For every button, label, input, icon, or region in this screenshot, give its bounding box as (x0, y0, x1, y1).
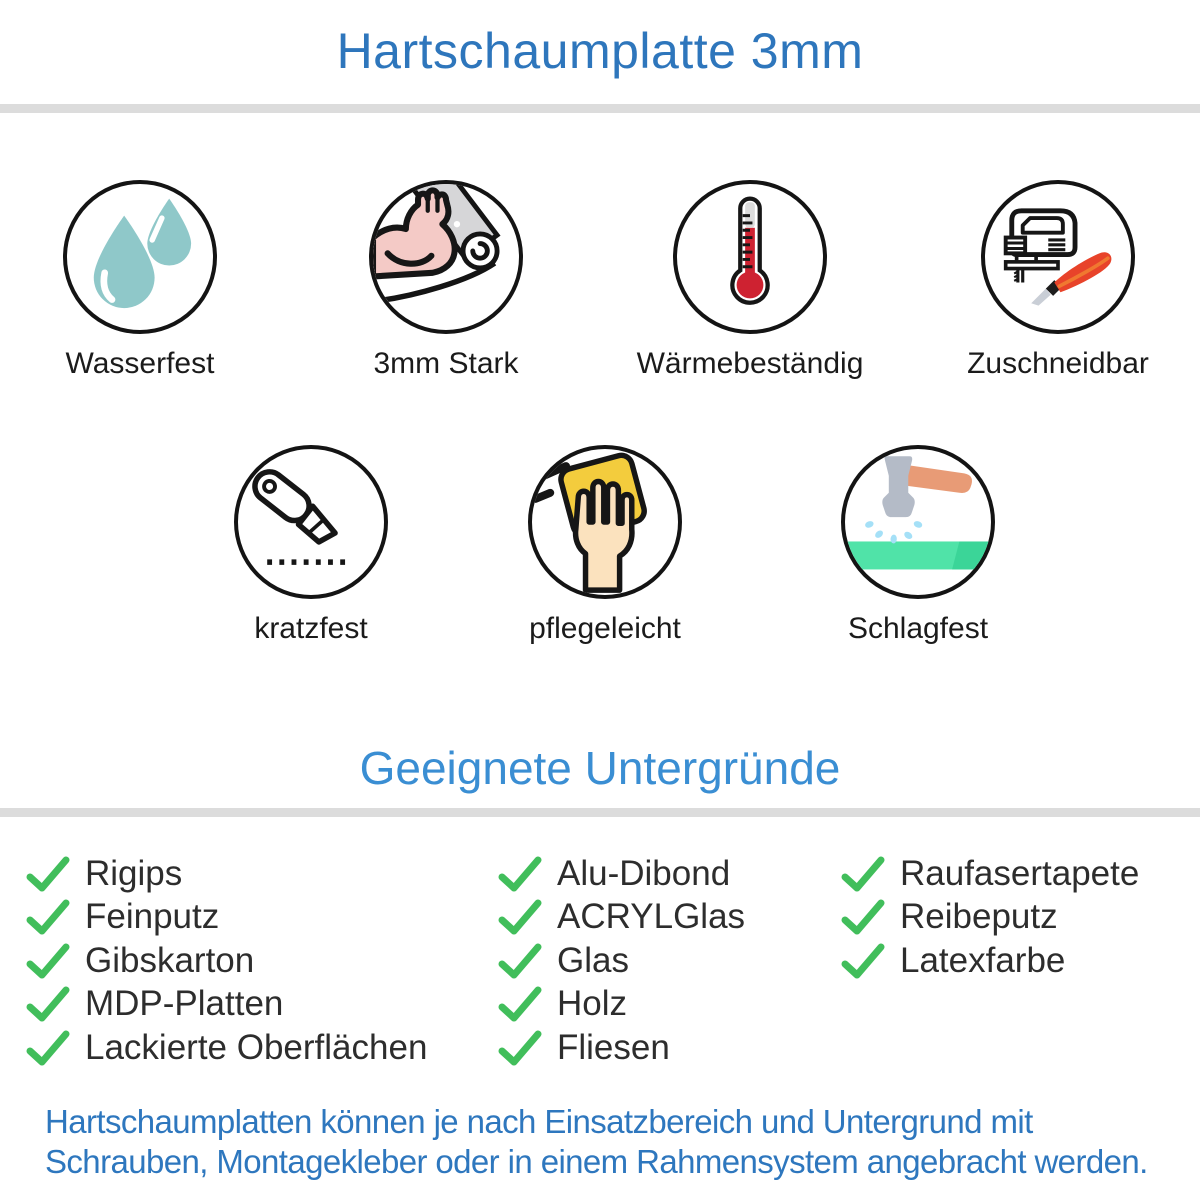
feature-circle (369, 180, 523, 334)
section-title-untergruende: Geeignete Untergründe (359, 742, 841, 794)
substrate-column-3 (840, 852, 1139, 983)
substrate-label: Rigips (85, 853, 183, 893)
list-item (840, 896, 1139, 940)
substrate-label: Glas (557, 940, 629, 980)
feature-circle (981, 180, 1135, 334)
feature-label: 3mm Stark (373, 347, 519, 380)
check-icon (25, 899, 71, 935)
feature-circle (528, 445, 682, 599)
substrate-label: Latexfarbe (900, 940, 1066, 980)
feature-circle (234, 445, 388, 599)
feature-label: pflegeleicht (529, 612, 681, 645)
substrate-label: Raufasertapete (900, 853, 1140, 893)
footer-line-2: Schrauben, Montagekleber oder in einem Rahmensystem angebracht werden. (45, 1143, 1148, 1180)
list-item (25, 896, 427, 940)
thermometer-icon (677, 184, 823, 330)
check-icon (497, 856, 543, 892)
feature-label: Zuschneidbar (967, 347, 1149, 380)
utility-knife-icon (238, 449, 384, 595)
substrate-label: Holz (557, 984, 628, 1024)
feature-wasserfest (0, 180, 280, 381)
feature-circle (673, 180, 827, 334)
check-icon (25, 986, 71, 1022)
substrate-column-1 (25, 852, 427, 1070)
jigsaw-cutter-icon (985, 184, 1131, 330)
check-icon (497, 899, 543, 935)
substrate-label: Lackierte Oberflächen (85, 1027, 428, 1067)
feature-label: Wasserfest (65, 347, 215, 380)
list-item (497, 983, 745, 1027)
substrate-label: Fliesen (557, 1027, 670, 1067)
list-item (25, 983, 427, 1027)
check-icon (840, 943, 886, 979)
list-item (840, 852, 1139, 896)
substrate-label: Alu-Dibond (557, 853, 731, 893)
cleaning-hand-icon (532, 449, 678, 595)
feature-kratzfest (171, 445, 451, 646)
substrate-label: Reibeputz (900, 897, 1058, 937)
feature-circle (841, 445, 995, 599)
list-item (497, 939, 745, 983)
check-icon (840, 856, 886, 892)
check-icon (840, 899, 886, 935)
feature-waermebestaendig (610, 180, 890, 381)
feature-schlagfest (778, 445, 1058, 646)
check-icon (25, 943, 71, 979)
water-drops-icon (67, 184, 213, 330)
feature-label: kratzfest (254, 612, 368, 645)
check-icon (25, 856, 71, 892)
divider-middle (0, 808, 1200, 817)
feature-circle (63, 180, 217, 334)
list-item (497, 852, 745, 896)
page-title: Hartschaumplatte 3mm (336, 23, 864, 79)
list-item (25, 852, 427, 896)
list-item (25, 1026, 427, 1070)
substrate-label: MDP-Platten (85, 984, 284, 1024)
substrate-label: Gibskarton (85, 940, 255, 980)
hammer-icon (845, 449, 991, 595)
list-item (25, 939, 427, 983)
list-item (840, 939, 1139, 983)
check-icon (497, 943, 543, 979)
divider-top (0, 104, 1200, 113)
substrate-label: Feinputz (85, 897, 220, 937)
feature-label: Wärmebeständig (636, 347, 864, 380)
feature-pflegeleicht (465, 445, 745, 646)
list-item (497, 1026, 745, 1070)
list-item (497, 896, 745, 940)
check-icon (497, 1030, 543, 1066)
feature-zuschneidbar (918, 180, 1198, 381)
check-icon (25, 1030, 71, 1066)
feature-label: Schlagfest (847, 612, 989, 645)
footer-note (45, 1102, 1185, 1182)
muscle-arm-icon (373, 184, 519, 330)
substrate-label: ACRYLGlas (557, 897, 746, 937)
substrate-column-2 (497, 852, 745, 1070)
feature-3mm-stark (306, 180, 586, 381)
footer-line-1: Hartschaumplatten können je nach Einsatzbereich und Untergrund mit (45, 1103, 1033, 1140)
check-icon (497, 986, 543, 1022)
